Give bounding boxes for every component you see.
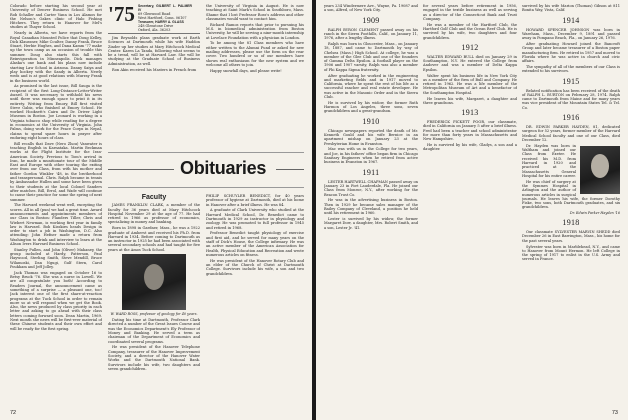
paragraph: Colorado before starting his second year at University of Denver Business School. He met Rob Schaller and Carter Vann in Los Alamos for the Nelson's Oakes clinic of Halo Fishing Hitchers. They return to Hanover for Mel's studies at Thayer School. bbox=[10, 4, 102, 30]
paragraph: After graduating Howard joined the Bancroft Group and later became treasurer of a Boston paper manufacturing firm. He retired in 1957 and moved to Florida where he was active in church and civic affairs. bbox=[522, 41, 620, 64]
class-year-heading: 1915 bbox=[562, 76, 580, 86]
paragraph: A graduate of Clark University who studied at the Harvard Medical School, Dr. Benedict came to Dartmouth in 1929 as instructor in physiology and zoology. He was promoted to full professor in 1945 and retired in 1968. bbox=[206, 208, 304, 230]
obituaries-banner bbox=[108, 152, 304, 188]
photo-caption: W. WARD ROSS, professor of geology for 40 years. bbox=[110, 312, 198, 317]
class-header bbox=[108, 4, 200, 32]
paragraph: Born in 1898 in Gardner, Mass., he was a 1922 graduate of Amherst and received his Ph.D. from Harvard in 1934. Before coming to Dartmouth as an instructor in 1925 he had been associated with several secondary schools and had taught for five years at the Amos Tuck School. bbox=[108, 226, 200, 252]
page-number: 73 bbox=[611, 410, 618, 416]
paragraph: Jim Reynolds plans graduate work at Earth Sciences at Dartmouth while his wife Haddon Zinder up her studies at Mary Hitchcock Medical Center. Karen La Tanda, following what seems to be a trend, will be at Harvard Law. She will be studying at the Graduate School of Business Administration, as well. bbox=[108, 36, 200, 66]
paragraph: Lester is survived by his widow, the former Margaret Dorr, a daughter, Mrs. Robert Smith, and a son, Lester Jr. '41. bbox=[324, 216, 418, 230]
paragraph: Richard Ramos reports that prior to pursuing his M.S. in biomedical administration from Boston University, he will be serving a nine-month internship at Lovelace Foundation with a physician in London. bbox=[206, 22, 304, 40]
paragraph: survived by his wife Marion (Thomas) Gibson at 811 Bonita Way, Vista, Calif. bbox=[522, 4, 620, 13]
secretary-block bbox=[138, 4, 192, 32]
paragraph: He was president of the Hanover Rotary Club and an elder of the Church of Christ at Dartmouth College. Survivors include his wife, a son and two grandchildren. bbox=[206, 258, 304, 276]
paragraph: Belated notification has been received of the death of RALPH L. BURTON on February 28, 1974. Ralph came to Dartmouth from Maine and for many years was vice president of the Mountain States Tel. & Tel. Co. bbox=[522, 88, 620, 110]
paragraph: for several years before retirement in 1956, engaged in the textile business as well as serving as a director of the Connecticut Bank and Trust Company. bbox=[423, 4, 517, 21]
paragraph: Dating his time at Dartmouth, Professor Clark directed a number of the Great Issues Course and was the Economics Department's Ely Professor of Money and Banking. He served a term as chairman of the Department of Economics and coordinated several programs. bbox=[108, 318, 200, 344]
banner-rule bbox=[108, 169, 174, 170]
class-year-heading: 1910 bbox=[362, 116, 380, 126]
paragraph: Mac was with us in the College for two years, and Joe, in his fathers' office began firm in Chicago Sanitary Engineers when he retired from active business in Evanston in 1967. bbox=[324, 147, 418, 165]
paragraph: He was a member of the Hartford Club, the Hartford Golf Club and the Ocean Reef Club. He is survived by his wife, two daughters and four grandchildren. bbox=[423, 22, 517, 40]
paragraph: Dr. Hayden was born in Waltham and joined our Class from Exeter. He received his M.D. from Harvard in 1920 and practiced at the Massachusetts General Hospital for his entire career. bbox=[522, 143, 576, 178]
treasurer-line: 248 Glenstone Drive bbox=[138, 24, 174, 28]
treasurer-line: Oxford, Ala. 36203 bbox=[138, 28, 171, 32]
paragraph: Professor Benedict taught physiology of exercise and first aid, and he served for many years on the staff of Dick's House, the College infirmary. He was an active member of the American Association for Health, Physical Education and Recreation and wrote numerous articles on fitness. bbox=[206, 231, 304, 257]
paragraph: He is survived by his wife, Gladys, a son and a daughter. bbox=[423, 143, 517, 152]
photo-caption: Dr. Edwin Parker Hayden '16 bbox=[569, 211, 620, 216]
paragraph: Sylvester was born in Marblehead, N.Y., and came to Hanover from Mount Hermon. He left College in the spring of 1917 to enlist in the U.S. Army and served in France. bbox=[522, 244, 620, 262]
paragraph: Walter spent his business life in New York City as a member of the firm of Bull and Company. He retired in 1962. He was a life member of the Metropolitan Museum of Art and a benefactor of the Southampton Hospital. bbox=[423, 73, 517, 95]
paragraph: Stanley Pullen, and John (Oliver) Mahaney, the group included at Hardy, Patterson, Paul Haywood, Sterling Smith, Steve Mendill, Bruce Wilamoski, Dan Ngugi, Gulf Stern, Carol Poukham and Jeff Jolley. bbox=[10, 247, 102, 270]
paragraph: Chicago newspapers reported the death of Mr. Kenneth Gould and his wife Bernice in an apartment mishap on January 23 at the Presbyterian Home in Evanston. bbox=[324, 128, 418, 146]
paragraph: FREDERICK PICKETT POOR, our classmate, died in California on January 5 after a brief illness. Fred had been a teacher and school administrator for more than forty years in Massachusetts and New Hampshire. bbox=[423, 120, 517, 142]
left-column-2-top bbox=[108, 4, 200, 150]
class-year-heading: 1918 bbox=[562, 218, 580, 228]
class-year-heading: 1909 bbox=[362, 15, 380, 25]
paragraph: Nearly in Alberta, we have reports from the Royal Canadian Mounted Police that Doug Kelley, Dick Klaussner, Mike Coulter, Danny Frank, Bruce Stuart, Herbie Hughes, and Dana Kamm '77 make up the town camp as an occasion of trouble this summer. Doug also starts this fall with Reinvigoration in Minneapolis. Dick manages Alaska's one bank and his plans now include starting Law School in Arizona. Danny Saiya and play hockey with the Sandy in Alberta. Newly weds and is at good relations with Murray Frank in the business world. bbox=[10, 31, 102, 83]
class-year: '75 bbox=[108, 4, 135, 26]
paragraph: PHILIP SCHUYLER BENEDICT, for 40 years professor of hygiene at Dartmouth, died at his home in Hanover after a brief illness. He was 84. bbox=[206, 194, 304, 207]
paragraph: WALTER EDWARD BULL died on January 29 in Southampton, N.Y. He entered the College from Andover and was a member of Delta Kappa Epsilon. bbox=[423, 54, 517, 72]
paragraph: years 234 Windermere Ave., Wayne, Pa. 19087 and a son, Alfred, of New York City. bbox=[324, 4, 418, 13]
paragraph: HOWARD SPENCER JOHNSON was born in Wareham, Mass., December 9, 1891 and passed away in Pompano Beach, Fla., on January 26, 1976. bbox=[522, 27, 620, 41]
secretary-line: 69 Glenwood Road bbox=[138, 12, 171, 16]
paragraph: Ron Akin received his Masters in French from bbox=[112, 67, 197, 72]
right-column-1 bbox=[324, 4, 418, 404]
paragraph: Jack Thomas was engaged on October 16 to Betsy Bruck '76. She was a nurse in Lowell. We are all congratulate you both! According to Readers Journal, the announcement came as something of a surprise — a pleasant one, too! Jack interest one of the first share-at-reaction programs at the Tuck School in order to remain more so at will respond when we get the Book. Also, the news produced by class priority in each letter and asking to go ahead with their class letters coming forward soon. Dean Martin, 1969. Next month she news will be first-ever material of these Chinese students and their own effort and will be ready for the first spring. bbox=[10, 270, 102, 331]
paragraph: He leaves his wife, Margaret, a daughter and three grandsons. bbox=[423, 96, 517, 105]
banner-rule bbox=[276, 169, 304, 170]
faculty-portrait-photo bbox=[122, 254, 186, 310]
paragraph: JAMES FRANKLIN CLARK, a member of the faculty for 36 years died at Mary Hitchcock Hospital November 29 at the age of 77. He had retired in 1966 as professor of economics, specializing in money and banking. bbox=[108, 203, 200, 225]
paragraph: He was president of the Hanover Telephone Company, treasurer of the Hanover Improvement Society, and a director of the Hanover Water Works and the Dartmouth National Bank. Survivors include his wife, two daughters and seven grandchildren. bbox=[108, 345, 200, 371]
left-column-1 bbox=[10, 4, 102, 404]
hayden-portrait-photo bbox=[580, 146, 620, 194]
paragraph: He is survived by his widow, the former Ruth Harmon of Los Angeles, three sons, seven grandchildren and a great-grandson. bbox=[324, 100, 418, 114]
paragraph: DR. EDWIN PARKER HAYDEN, 81, dedicated surgeon for 52 years, former member of the Harvard Medical School faculty and one of our Class, died December 12. bbox=[522, 125, 620, 142]
left-column-3-bottom bbox=[206, 194, 304, 404]
secretary-line: West Hartford, Conn. 06107 bbox=[138, 16, 187, 20]
class-year-heading: 1914 bbox=[562, 15, 580, 25]
paragraph: Ralph was born in Gloucester, Mass., on January 18, 1887, and came to Dartmouth by way of Chelsea (Mass.) High School. At college, he was a member of the Glee Club and one of the founders of Gamma Delta Epsilon. A football player on the 1906 and 1907 varsity, Ralph was also a member of Phi Kappa Sigma fraternity. bbox=[324, 41, 418, 72]
right-column-2 bbox=[423, 4, 517, 404]
treasurer-line: Treasurer, HARRY A. GLASS bbox=[138, 20, 184, 24]
right-magazine-page bbox=[316, 0, 628, 420]
paragraph: The Harvard weekend went well, excepting the scores. All in all (pun) we had a great time. Award announcements and appointments members of our Class in Boston: Flanders Tiller, Chris and Wiebert Newman, is working first year in family law is Harvard. Bob Kisskirn heads Design in order to start a job in Washington, D.C. Also attending: John Hefner made a return from Washington to drink and interview to learn at the Alison Ivers Harvard Business School. bbox=[10, 203, 102, 247]
portrait-face bbox=[144, 264, 164, 290]
class-year-heading: 1916 bbox=[562, 113, 580, 123]
left-column-2-bottom bbox=[108, 194, 200, 404]
page-number: 72 bbox=[10, 410, 17, 416]
paragraph: Happy snowfall days, and please write! bbox=[210, 68, 282, 73]
paragraph: Our classmate SYLVESTER MARVIN SHEDD died December 26 in East Barrington, Mass., his home for the past several years. bbox=[522, 230, 620, 243]
paragraph: Bill recalls that Dave (Nero Zhou) Vanwater is teaching English in Karnataka. Martin Beckman works at the Flight Institute for the Iran-American Society. Previous to Tom's arrival in Iran, he made a munitionate tour of the Middle East and Europe with other touring the exiting over from our Class, from with his mother and father Gordon Winkler '48, in the brotherhood and transpersonal. Chris. Ralph became in tennis by Ambassador Hullen and some have been given to their students at the local Colonel Sanders after matches. Bill, Errol, and Wade will continue to cause their practice for some the spring of next summer. bbox=[10, 141, 102, 202]
obituaries-title: Obituaries bbox=[180, 158, 267, 178]
faculty-heading: Faculty bbox=[141, 194, 167, 201]
paragraph: As promised in the last issue, Bill Sauga is the recipient of the first Long-Distance-Letter-Writer Award. It was necessary to withhold his news until there was enough space to print it in its entirety. Writing from Emory, Bill first visited Steve Gabis, who finished at Emory School. He worked Hooksett's Cairn and Dr. Driver Light Museum in Boston. Joe Leonard is working in a Virginia tobacco shop while reading for a degree in economics at the University of Virginia. John Palms, doing work for the Peace Corps in Nepal, claims to spend spare hours in prayer after enduring eight hours of class. bbox=[10, 84, 102, 140]
paragraph: the University of Virginia in August. He is now teaching at Saint Mark's School in Southboro, Mass. Shame that I lost Professor Ross's address and other classmates would want to contact him. bbox=[206, 4, 304, 21]
right-column-3 bbox=[522, 4, 620, 404]
paragraph: He was in the advertising business in Boston. Then in 1929 he became sales manager of the Bailey Company of Cleveland, a position he held until his retirement in 1960. bbox=[324, 198, 418, 216]
left-magazine-page bbox=[0, 0, 312, 420]
portrait-face bbox=[591, 154, 609, 178]
paragraph: LESTER HARTWELL CHAPMAN passed away on January 23 in Fort Lauderdale, Fla. He joined our Class from Monroe, N.Y., after working for the Beacon Trust Co. bbox=[324, 179, 418, 197]
class-year-heading: 1912 bbox=[461, 42, 479, 52]
secretary-line: Secretary, GILBERT L. PALMER IV bbox=[138, 4, 192, 12]
paragraph: After graduating he worked in the engineering and marketing fields and in 1917 moved to California, where he spent the rest of his life as a successful rancher and real estate developer. He was active in the Masonic Order and in the Sierra Club. bbox=[324, 73, 418, 100]
left-column-3-top bbox=[206, 4, 304, 150]
divider bbox=[108, 33, 200, 34]
paragraph: To be among the 81 Class members who have either written to the Alumni Fund or asked for new mailing addresses, please use the form on the rear cover. Two hundred or so of our members have shown real enthusiasm for the new system and we welcome all others to join. bbox=[206, 41, 304, 67]
paragraph: RALPH BYRON CLEMENT passed away on his ranch in the Sierra Foothills, Calif., on January 11, 1976, after a lengthy illness. bbox=[324, 27, 418, 41]
class-year-heading: 1913 bbox=[461, 108, 479, 118]
class-year-heading: 1911 bbox=[362, 167, 380, 177]
paragraph: The sympathy of all of the members of our Class is extended to his survivors. bbox=[522, 64, 620, 74]
paragraph: He was chief of surgery at the Symmes Hospital in Arlington and the author of numerous articles in surgical journals. He leaves his wife, the former Dorothy Fiske, two sons, both Dartmouth graduates, and six grandchildren. bbox=[522, 179, 620, 210]
